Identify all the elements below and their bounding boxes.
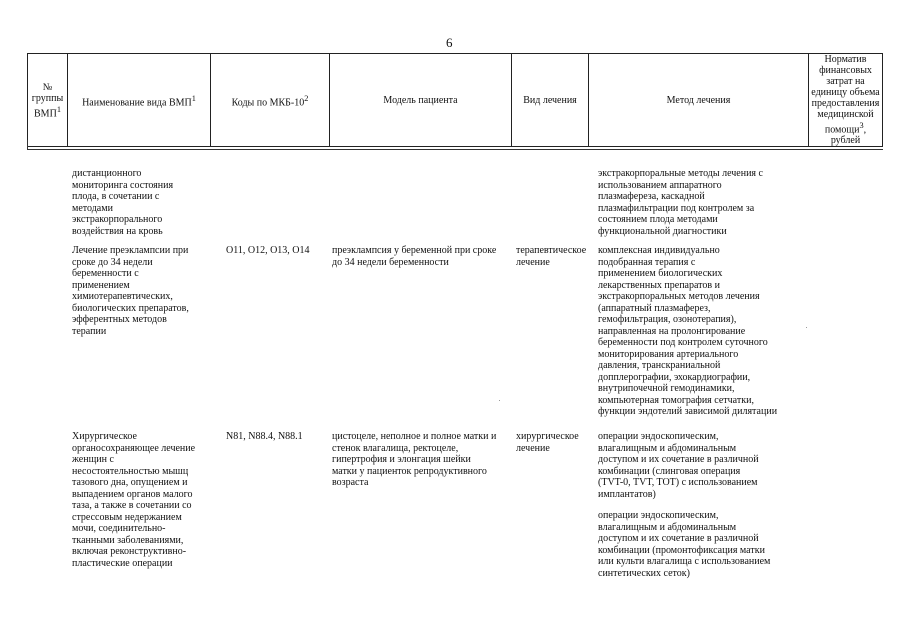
header-patient-model: Модель пациента <box>330 54 512 147</box>
row-2-model: цистоцеле, неполное и полное матки и стенок влагалища, ректоцеле, гипертрофия и элонгация шейки матки у пациенток репродуктивного возраста <box>332 431 497 488</box>
row-2-method-1: операции эндоскопическим, влагалищным и абдоминальным доступом и их сочетание в различной комбинации (слинговая операция (TVT-0, TVT, TOT) с использованием имплантатов) <box>598 431 759 500</box>
row-1-model: преэклампсия у беременной при сроке до 34 недели беременности <box>332 245 497 268</box>
row-1-method: комплексная индивидуально подобранная терапия с применением биологических лекарственных препаратов и экстракорпоральных методов лечения (аппаратный плазмаферез, гемофильтрация, озонотерапия), направленная на пролонгирование беременности под контролем суточного мониторирования артериального давления, транскраниальной допплерографии, эхокардиографии, внутрипочечной гемодинамики, компьютерная томография сетчатки, функции эндотелий зависимой дилятации <box>598 245 778 417</box>
row-2-codes: N81, N88.4, N88.1 <box>226 431 303 442</box>
row-1-type: терапевтическое лечение <box>516 245 587 268</box>
row-2-method-2: операции эндоскопическим, влагалищным и абдоминальным доступом и их сочетание в различной комбинации (промонтофиксация матки или культи влагалища с использованием синтетических сеток) <box>598 510 771 579</box>
row-1-codes: O11, O12, O13, O14 <box>226 245 310 256</box>
scan-speck <box>806 327 807 328</box>
row-0-method: экстракорпоральные методы лечения с использованием аппаратного плазмафереза, каскадной плазмафильтрации под контролем за состоянием плода методами функциональной диагностики <box>598 168 763 237</box>
row-2-type: хирургическое лечение <box>516 431 579 454</box>
row-0-name: дистанционного мониторинга состояния плода, в сочетании с методами экстракорпорального воздействия на кровь <box>72 168 174 237</box>
header-ghost-border <box>27 140 883 150</box>
row-1-name: Лечение преэклампсии при сроке до 34 недели беременности с применением химиотерапевтических, биологических препаратов, эфферентных методов терапии <box>72 245 189 337</box>
scan-speck <box>499 400 500 401</box>
header-group-no: № группы ВМП$^1$ <box>28 54 68 147</box>
header-icd-codes: Коды по МКБ-$10^2$ <box>211 54 330 147</box>
header-treatment-type: Вид лечения <box>512 54 589 147</box>
header-cost-norm: Норматив финансовых затрат на единицу объема предоставления медицинской помощи$^3$, рублей <box>809 54 883 147</box>
header-treatment-method: Метод лечения <box>589 54 809 147</box>
page-number: 6 <box>446 35 453 50</box>
header-vmp-name: Наименование вида ВМП$^1$ <box>68 54 211 147</box>
row-2-name: Хирургическое органосохраняющее лечение женщин с несостоятельностью мышц тазового дна, опущением и выпадением органов малого таза, а также в сочетании со стрессовым недержанием мочи, соединительно- тканными заболеваниями, включая реконструктивно- пластические операции <box>72 431 196 569</box>
table-header <box>27 53 883 147</box>
